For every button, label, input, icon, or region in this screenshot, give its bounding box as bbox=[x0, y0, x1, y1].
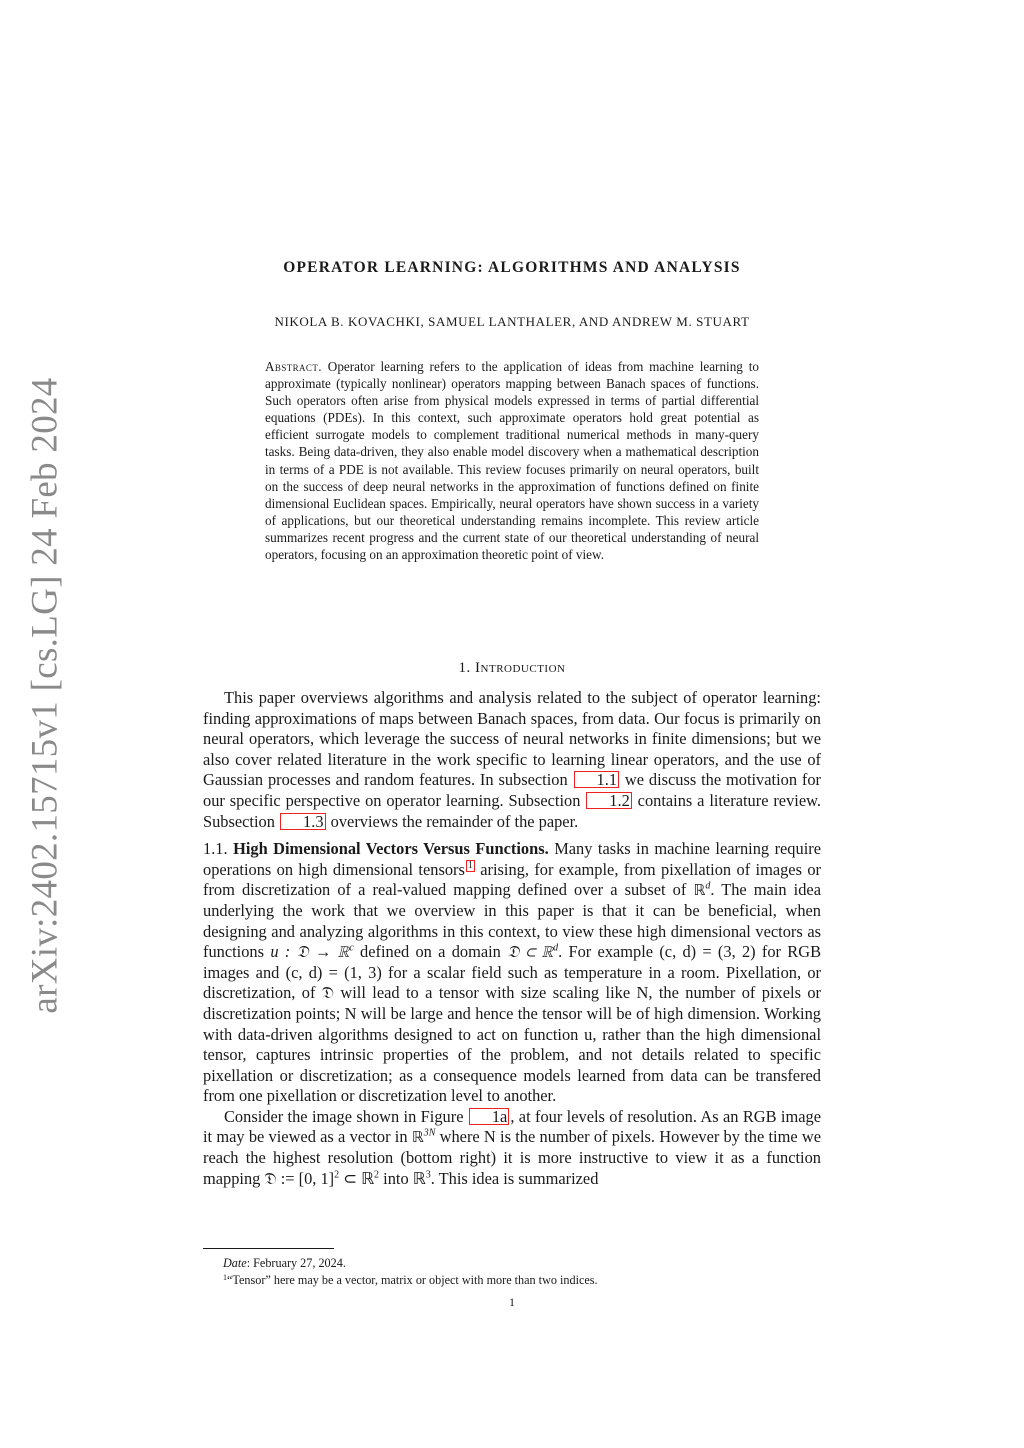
intro-text-2: we discuss the motivation for our specific perspective on operator learning. Subsection bbox=[203, 770, 821, 810]
math-sup-2b: 2 bbox=[374, 1169, 380, 1181]
intro-text-3: contains a literature review. Subsection bbox=[203, 790, 821, 831]
math-real-symbol-2: ℝ bbox=[411, 1128, 424, 1147]
subsection-paragraph bbox=[203, 839, 821, 1107]
subsection-text-2: arising, for example, from pixellation of images or from discretization of a real-valued mapping defined over a subset of bbox=[203, 859, 821, 900]
arxiv-sidebar-stamp bbox=[22, 376, 68, 1014]
date-value: : February 27, 2024. bbox=[246, 1256, 346, 1270]
math-real-symbol: ℝ bbox=[693, 881, 706, 900]
math-function-u: u : 𝔇 → ℝ bbox=[270, 942, 350, 962]
ref-subsection-1-1[interactable]: 1.1 bbox=[574, 771, 620, 788]
consider-paragraph bbox=[203, 1107, 821, 1189]
para2-text-2: , at four levels of resolution. As an RGB image it may be viewed as a vector in bbox=[203, 1106, 821, 1147]
subsection-title: High Dimensional Vectors Versus Functions. bbox=[233, 839, 549, 859]
footnote-1 bbox=[223, 1273, 821, 1288]
subsection-text-1: Many tasks in machine learning require operations on high dimensional tensors bbox=[203, 839, 821, 879]
ref-figure-1a[interactable]: 1a bbox=[469, 1108, 509, 1125]
para2-text-3: where N is the number of pixels. However by the time we reach the highest resolution (bottom right) it is more instructive to view it as a function mapping 𝔇 := [0, 1] bbox=[203, 1127, 821, 1188]
subsection-text-4: defined on a domain bbox=[360, 942, 501, 962]
math-sup-3: 3 bbox=[425, 1169, 431, 1181]
subsection-text-3: . The main idea underlying the work that we overview in this paper is that it can be beneficial, when designing and analyzing algorithms in this context, to view these high dimensional vectors as functions bbox=[203, 880, 821, 962]
page-number: 1 bbox=[509, 1295, 515, 1309]
subsection-number: 1.1. bbox=[203, 839, 228, 859]
math-sup-3n: 3N bbox=[423, 1128, 436, 1139]
abstract bbox=[265, 358, 759, 563]
math-sup-c: c bbox=[349, 942, 354, 954]
footnote-ref-1[interactable]: 1 bbox=[467, 859, 473, 871]
intro-text-4: overviews the remainder of the paper. bbox=[330, 811, 579, 831]
ref-subsection-1-3[interactable]: 1.3 bbox=[280, 813, 326, 830]
paper-title: OPERATOR LEARNING: ALGORITHMS AND ANALYSIS bbox=[283, 259, 741, 276]
para2-text-4: ⊂ ℝ bbox=[343, 1168, 375, 1188]
math-sup-d: d bbox=[705, 880, 711, 892]
math-domain: 𝔇 ⊂ ℝ bbox=[507, 942, 554, 962]
para2-text-5: into ℝ bbox=[383, 1168, 426, 1188]
body-text bbox=[203, 688, 821, 1189]
subsection-text-5: . For example (c, d) = (3, 2) for RGB images and (c, d) = (1, 3) for a scalar field such as temperature in a room. Pixellation, or discretization, of 𝔇 will lead to a tensor with size scaling like N, the number of pixels or discretization points; N will be large and hence the tensor will be of high dimension. Working with data-driven algorithms designed to act on function u, rather than the high dimensional tensor, captures intrinsic properties of the problem, and not details related to specific pixellation or discretization; as a consequence models learned from data can be transfered from one pixellation or discretization level to another. bbox=[203, 942, 822, 1106]
arxiv-id: arXiv:2402.15715v1 [cs.LG] 24 Feb 2024 bbox=[24, 376, 66, 1014]
section-number: 1. bbox=[458, 660, 471, 676]
abstract-text: Operator learning refers to the application of ideas from machine learning to approximate (typically nonlinear) operators mapping between Banach spaces of functions. Such operators often arise from physical models expressed in terms of partial differential equations (PDEs). In this context, such approximate operators hold great potential as efficient surrogate models to complement traditional numerical methods in many-query tasks. Being data-driven, they also enable model discovery when a mathematical description in terms of a PDE is not available. This review focuses primarily on neural operators, built on the success of deep neural networks in the approximation of functions defined on finite dimensional Euclidean spaces. Empirically, neural operators have shown success in a variety of applications, but our theoretical understanding remains incomplete. This review article summarizes recent progress and the current state of our theoretical understanding of neural operators, focusing on an approximation theoretic point of view. bbox=[265, 359, 760, 563]
intro-paragraph bbox=[203, 688, 821, 832]
section-heading bbox=[0, 660, 1024, 677]
date-label: Date bbox=[223, 1256, 247, 1270]
footnote-rule bbox=[203, 1248, 334, 1249]
intro-text-1: This paper overviews algorithms and analysis related to the subject of operator learning: finding approximations of maps between Banach spaces, from data. Our focus is primarily on neural operators, which leverage the success of neural networks in finite dimensions; but we also cover related literature in the work specific to learning linear operators, and the use of Gaussian processes and random features. In subsection bbox=[203, 688, 821, 790]
ref-subsection-1-2[interactable]: 1.2 bbox=[586, 792, 632, 809]
para2-text-1: Consider the image shown in Figure bbox=[224, 1106, 464, 1126]
footnote-text: “Tensor” here may be a vector, matrix or object with more than two indices. bbox=[227, 1273, 598, 1287]
paper-authors: NIKOLA B. KOVACHKI, SAMUEL LANTHALER, AND ANDREW M. STUART bbox=[274, 314, 750, 329]
math-sup-d-2: d bbox=[553, 942, 559, 954]
footnote-mark: 1 bbox=[223, 1273, 227, 1282]
abstract-label: Abstract. bbox=[265, 359, 322, 374]
section-title: Introduction bbox=[475, 660, 566, 676]
footnote-date bbox=[223, 1256, 821, 1271]
para2-text-6: . This idea is summarized bbox=[430, 1168, 599, 1188]
math-sup-2a: 2 bbox=[334, 1169, 340, 1181]
